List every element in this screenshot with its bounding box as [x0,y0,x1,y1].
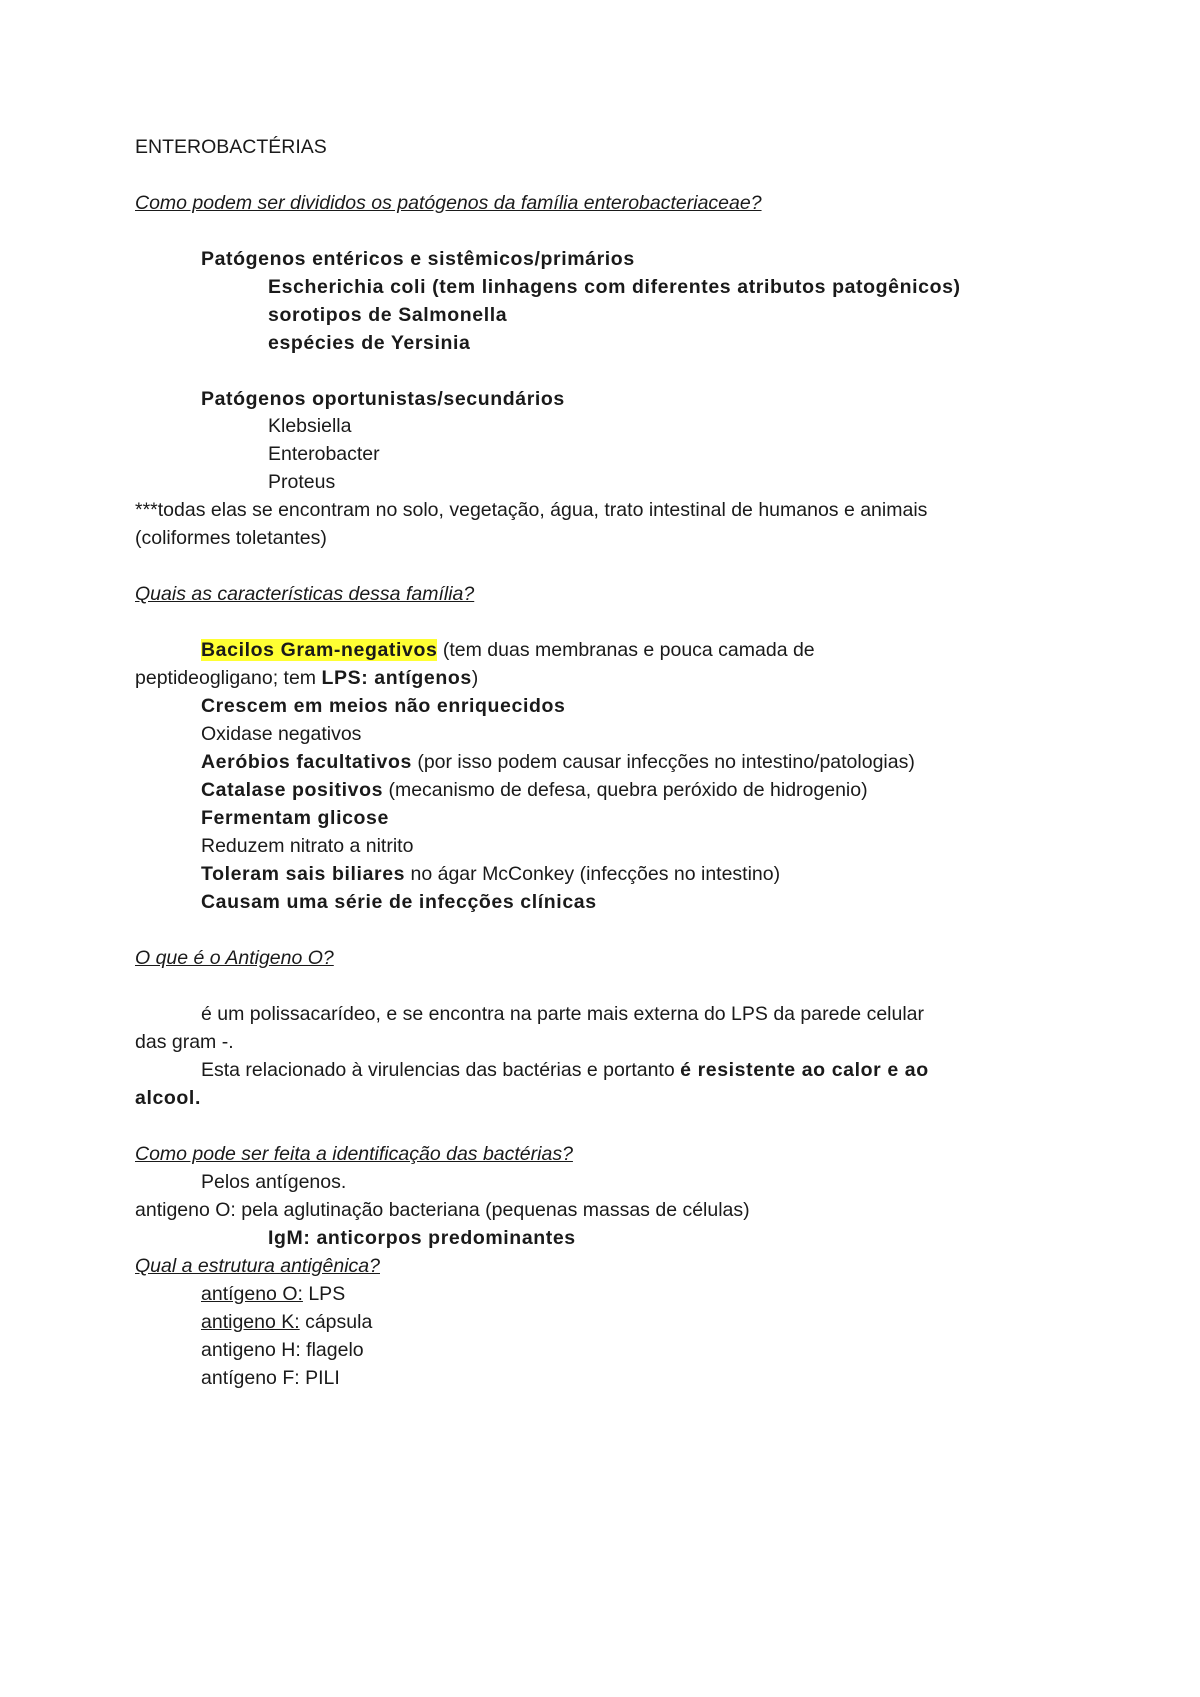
paragraph-line: é um polissacarídeo, e se encontra na parte mais externa do LPS da parede celular [201,1003,925,1025]
list-item: espécies de Yersinia [268,332,471,354]
characteristic-term: Catalase positivos [201,779,384,801]
highlighted-term: Bacilos Gram-negativos [201,639,438,661]
question-identification: Como pode ser feita a identificação das bactérias? [135,1143,573,1165]
characteristic-line [201,635,815,665]
characteristic-detail: (tem duas membranas e pouca camada de [437,639,815,661]
paragraph-emphasis: IgM: anticorpos predominantes [268,1227,576,1249]
characteristic-detail: (por isso podem causar infecções no intestino/patologias) [411,751,915,773]
group-primary-heading: Patógenos entéricos e sistêmicos/primários [201,248,635,270]
list-item: Proteus [268,471,336,493]
antigen-label: antigeno K: [201,1311,300,1333]
group-secondary-heading: Patógenos oportunistas/secundários [201,388,565,410]
list-item [201,1307,372,1337]
characteristic-line [201,775,868,805]
list-item: Klebsiella [268,415,352,437]
characteristic-line: Oxidase negativos [201,723,362,745]
characteristic-line [201,747,915,777]
paragraph-emphasis: alcool. [135,1087,201,1109]
document-title: ENTEROBACTÉRIAS [135,136,327,158]
characteristic-term: LPS: antígenos [321,667,472,689]
list-item: antigeno H: flagelo [201,1339,364,1361]
paragraph-line: antigeno O: pela aglutinação bacteriana (pequenas massas de células) [135,1199,750,1221]
characteristic-term: Toleram sais biliares [201,863,406,885]
note-line: ***todas elas se encontram no solo, vegetação, água, trato intestinal de humanos e animais [135,499,928,521]
characteristic-term: Fermentam glicose [201,807,389,829]
paragraph-line: Pelos antígenos. [201,1171,347,1193]
note-line: (coliformes toletantes) [135,527,327,549]
list-item: Enterobacter [268,443,380,465]
paragraph-text: Esta relacionado à virulencias das bactérias e portanto [201,1059,681,1081]
characteristic-line [135,663,478,693]
question-divisions: Como podem ser divididos os patógenos da família enterobacteriaceae? [135,192,762,214]
question-characteristics: Quais as características dessa família? [135,583,475,605]
paragraph-line [201,1055,929,1085]
characteristic-term: Aeróbios facultativos [201,751,412,773]
characteristic-term: Causam uma série de infecções clínicas [201,891,597,913]
question-antigenic-structure: Qual a estrutura antigênica? [135,1255,380,1277]
characteristic-detail: (mecanismo de defesa, quebra peróxido de hidrogenio) [383,779,868,801]
characteristic-line: Reduzem nitrato a nitrito [201,835,414,857]
antigen-label: antígeno O: [201,1283,303,1305]
antigen-value: cápsula [299,1311,373,1333]
list-item: sorotipos de Salmonella [268,304,508,326]
list-item [201,1279,345,1309]
paragraph-line: das gram -. [135,1031,234,1053]
list-item: Escherichia coli (tem linhagens com diferentes atributos patogênicos) [268,276,961,298]
characteristic-detail: no ágar McConkey (infecções no intestino) [405,863,781,885]
characteristic-line [201,859,780,889]
paragraph-emphasis: é resistente ao calor e ao [680,1059,929,1081]
list-item: antígeno F: PILI [201,1367,340,1389]
characteristic-detail: ) [471,667,479,689]
characteristic-detail: peptideogligano; tem [135,667,322,689]
question-antigen-o: O que é o Antigeno O? [135,947,334,969]
characteristic-term: Crescem em meios não enriquecidos [201,695,566,717]
antigen-value: LPS [302,1283,346,1305]
